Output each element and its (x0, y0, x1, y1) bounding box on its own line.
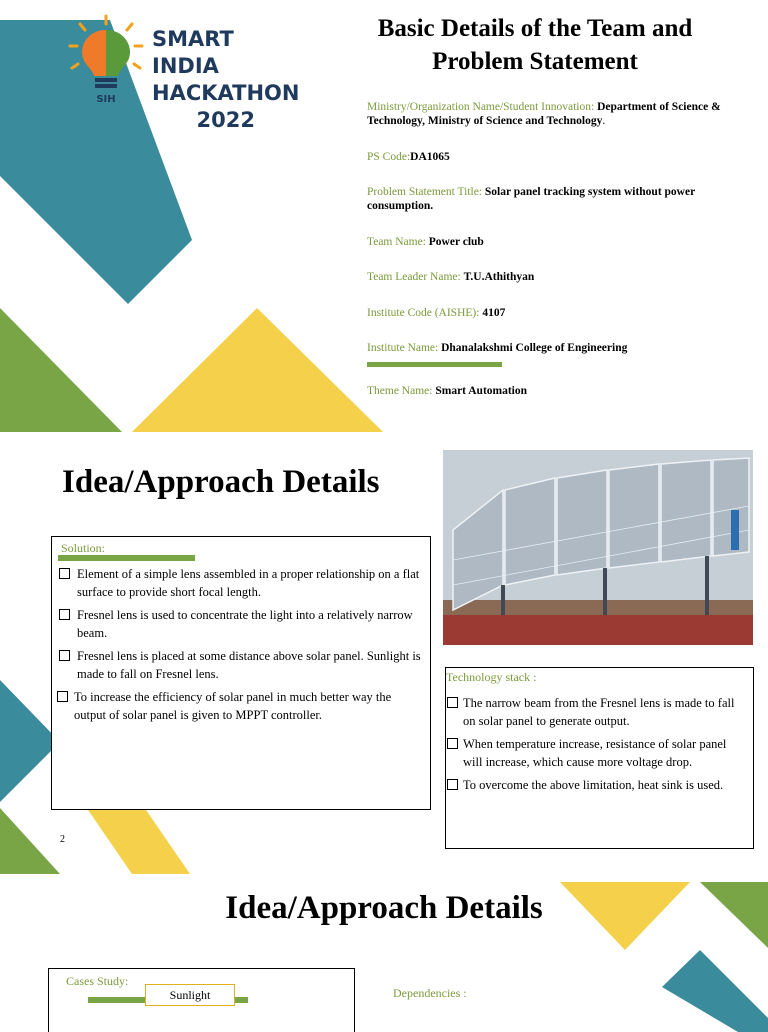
sih-badge-text: SIH (96, 94, 116, 105)
field-label: Problem Statement Title: (367, 186, 485, 198)
slide-idea-approach-2 (0, 882, 768, 1032)
list-item: To overcome the above limitation, heat sink is used. (446, 776, 746, 794)
solar-panel-image (443, 450, 753, 645)
technology-stack-list (446, 694, 746, 799)
field-suffix: . (602, 115, 606, 127)
field-value: Smart Automation (435, 385, 528, 397)
field-institute-code (367, 306, 757, 320)
solar-panel-photo (443, 450, 753, 645)
green-triangle-shape (0, 308, 122, 432)
checkbox-bullet-icon (447, 697, 458, 708)
checkbox-bullet-icon (447, 738, 458, 749)
dependencies-heading: Dependencies : (393, 986, 467, 1000)
teal-band-shape (662, 950, 768, 1032)
solution-box (51, 536, 431, 810)
section-title: Idea/Approach Details (62, 464, 380, 500)
field-value: Dhanalakshmi College of Engineering (441, 342, 628, 354)
checkbox-bullet-icon (447, 779, 458, 790)
checkbox-bullet-icon (59, 609, 70, 620)
technology-stack-box (445, 667, 754, 849)
logo-year: 2022 (196, 108, 255, 132)
field-label: Team Leader Name: (367, 271, 464, 283)
page-title (340, 12, 730, 78)
field-theme-name (367, 384, 757, 398)
list-item: Element of a simple lens assembled in a proper relationship on a flat surface to provide short focal length. (55, 565, 425, 601)
field-value: Power club (428, 236, 484, 248)
field-label: Institute Name: (367, 342, 442, 354)
list-item: When temperature increase, resistance of solar panel will increase, which cause more voltage drop. (446, 735, 746, 771)
lightbulb-brain-icon (66, 14, 146, 106)
slide-basic-details (0, 0, 768, 432)
logo-line1: SMART INDIA (152, 27, 234, 78)
field-label: Theme Name: (367, 385, 436, 397)
solution-heading: Solution: (61, 541, 106, 555)
yellow-triangle-shape (132, 308, 383, 432)
field-team-leader (367, 270, 757, 284)
field-label: PS Code: (367, 151, 411, 163)
field-team-name (367, 235, 757, 249)
title-line2: Problem Statement (432, 48, 638, 75)
field-label: Team Name: (367, 236, 429, 248)
field-ps-code (367, 150, 757, 164)
field-institute-name (367, 341, 757, 355)
sih-logo (62, 14, 300, 132)
checkbox-bullet-icon (59, 568, 70, 579)
field-label: Institute Code (AISHE): (367, 307, 483, 319)
slide-idea-approach-1 (0, 442, 768, 874)
title-line1: Basic Details of the Team and (377, 15, 693, 42)
checkbox-bullet-icon (57, 691, 68, 702)
technology-stack-heading: Technology stack : (446, 670, 537, 684)
sunlight-block: Sunlight (145, 984, 235, 1006)
section-title: Idea/Approach Details (225, 890, 543, 926)
case-study-heading: Cases Study: (66, 974, 129, 988)
solution-list (55, 565, 425, 729)
list-item: To increase the efficiency of solar panel in much better way the output of solar panel is given to MPPT controller. (55, 688, 425, 724)
checkbox-bullet-icon (59, 650, 70, 661)
field-value: Solar panel tracking system without power consumption. (367, 186, 695, 212)
field-value: 4107 (482, 307, 506, 319)
field-ps-title (367, 185, 757, 213)
logo-text (152, 26, 299, 134)
field-label: Ministry/Organization Name/Student Innovation: (367, 101, 598, 113)
green-divider (58, 555, 195, 561)
logo-line2: HACKATHON (152, 81, 300, 105)
page-number: 2 (60, 834, 65, 845)
green-wedge-shape (0, 808, 60, 874)
list-item: Fresnel lens is placed at some distance above solar panel. Sunlight is made to fall on Fresnel lens. (55, 647, 425, 683)
field-value: Department of Science & Technology, Ministry of Science and Technology (367, 101, 721, 127)
list-item: Fresnel lens is used to concentrate the light into a relatively narrow beam. (55, 606, 425, 642)
field-value: DA1065 (410, 151, 450, 163)
list-item: The narrow beam from the Fresnel lens is made to fall on solar panel to generate output. (446, 694, 746, 730)
green-divider (367, 362, 502, 367)
field-ministry (367, 100, 757, 128)
field-value: T.U.Athithyan (463, 271, 535, 283)
